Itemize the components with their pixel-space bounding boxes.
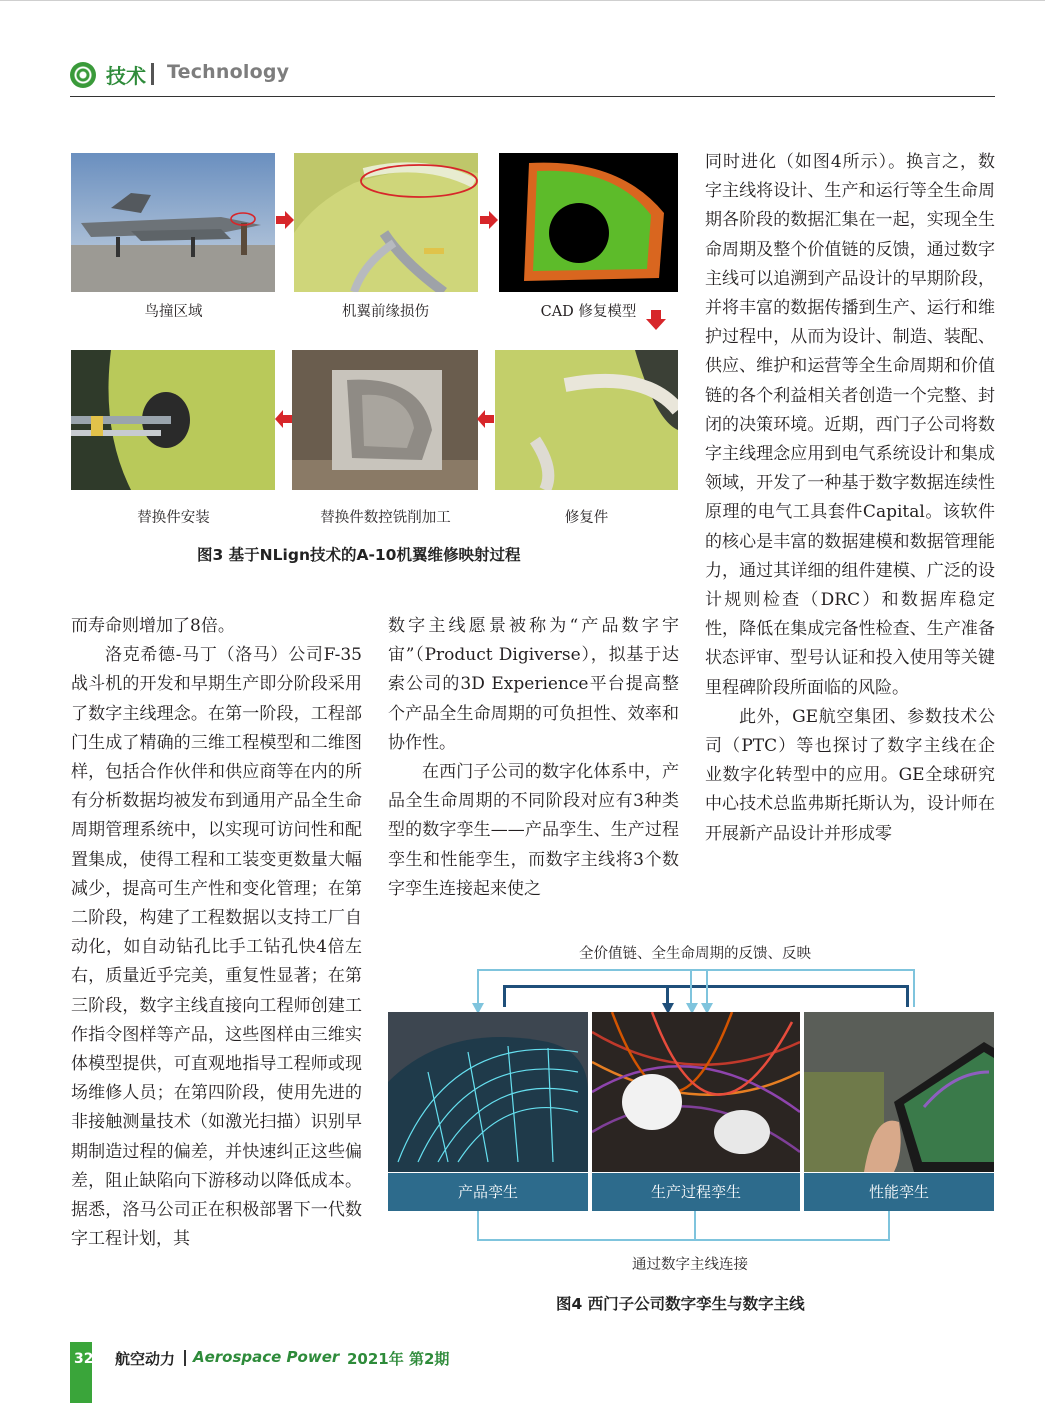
product-twin-wireframe [388,1012,588,1172]
twin-label: 性能孪生 [804,1173,994,1211]
feedback-line-outer [477,969,915,971]
header-divider [151,63,154,85]
aircraft-photo-image [71,153,275,292]
production-twin-image [592,1012,800,1172]
paragraph: 洛克希德-马丁（洛马）公司F-35战斗机的开发和早期生产即分阶段采用了数字主线理念。在第一阶段，工程部门生成了精确的三维工程模型和二维图样，包括合作伙伴和供应商等在内的所有分析数据均被发布到通用产品全生命周期管理系统中，以实现可访问性和配置集成，使得工程和工装变更数量大幅减少，提高可生产性和变化管理；在第二阶段，构建了工程数据以支持工厂自动化，如自动钻孔比手工钻孔快4倍左右，质量近乎完美，重复性显著；在第三阶段，数字主线直接向工程师创建工作指令图样等产品，这些图样由三维实体模型提供，可直观地指导工程师或现场维修人员；在第四阶段，使用先进的非接触测量技术（如激光扫描）识别早期制造过程的偏差，并快速纠正这些偏差，阻止缺陷向下游移动以降低成本。据悉，洛马公司正在积极部署下一代数字工程计划，其 [71,645,362,1250]
column-1 [71,612,362,1254]
wing-damage-photo-image [294,153,478,292]
paragraph: 在西门子公司的数字化体系中，产品全生命周期的不同阶段对应有3种类型的数字孪生——产品孪生、生产过程孪生和性能孪生，而数字主线将3个数字孪生连接起来使之 [388,762,679,899]
page-number: 32 [74,1351,94,1367]
connect-line [477,1239,890,1241]
arrow-right-1-icon [275,210,295,234]
wing-damage-photo [294,153,478,292]
figure3-caption: 图3 基于NLign技术的A-10机翼维修映射过程 [197,546,521,564]
figure3-panel-label: 替换件数控铣削加工 [320,510,451,526]
journal-title-cn: 航空动力 [115,1350,176,1368]
paragraph: 而寿命则增加了8倍。 [71,616,235,636]
arrow-left-2-icon [477,409,495,433]
arrow-left-1-icon [275,409,293,433]
connect-line-drop [888,1211,890,1241]
column-3 [705,148,995,849]
cnc-milling-photo [292,350,478,490]
paragraph: 同时进化（如图4所示）。换言之，数字主线将设计、生产和运行等全生命周期各阶段的数据汇集在一起，实现全生命周期及整个价值链的反馈，通过数字主线可以追溯到产品设计的早期阶段，并将丰富的数据传播到生产、运行和维护过程中，从而为设计、制造、装配、供应、维护和运营等全生命周期和价值链的各个利益相关者创造一个完整、封闭的决策环境。近期，西门子公司将数字主线理念应用到电气系统设计和集成领域，开发了一种基于数字数据连续性原理的电气工具套件Capital。该软件的核心是丰富的数据建模和数据管理能力，通过其详细的组件建模、广泛的设计规则检查（DRC）和数据库稳定性，降低在集成完备性检查、生产准备状态评审、型号认证和投入使用等关键里程碑阶段所面临的风险。 [705,152,995,698]
connect-line-drop [694,1211,696,1241]
section-title-cn: 技术 [106,64,146,88]
feedback-line-drop [913,969,915,1007]
column-2 [388,612,679,904]
twin-label: 生产过程孪生 [592,1173,800,1211]
feedback-line-drop [503,985,506,1007]
figure4-top-label: 全价值链、全生命周期的反馈、反映 [579,946,811,962]
cnc-milling-photo-image [292,350,478,490]
arrow-right-2-icon [479,210,499,234]
top-border [0,0,1045,1]
figure3-panel-label: 机翼前缘损伤 [342,304,429,320]
connect-line-drop [477,1211,479,1241]
journal-title-en: Aerospace Power [193,1348,340,1366]
figure3-panel-label: 修复件 [564,510,609,526]
twin-label: 产品孪生 [388,1173,588,1211]
figure3-panel-label: 替换件安装 [137,510,210,526]
figure4-caption: 图4 西门子公司数字孪生与数字主线 [556,1295,805,1313]
production-twin-wires [592,1012,800,1172]
performance-twin-image [804,1012,994,1172]
product-twin-image [388,1012,588,1172]
cad-model-render [499,153,678,292]
cad-model-image [499,153,678,292]
header-rule [70,96,995,97]
section-logo-icon [70,62,96,88]
repaired-part-photo-image [495,350,678,490]
paragraph: 数字主线愿景被称为“产品数字宇宙”（Product Digiverse），拟基于达索公司的3D Experience平台提高整个产品全生命周期的可负担性、效率和协作性。 [388,616,679,753]
repaired-part-photo [495,350,678,490]
aircraft-photo [71,153,275,292]
feedback-line-drop [906,985,909,1007]
figure3-panel-label: 鸟撞区域 [144,304,203,320]
journal-issue: 2021年 第2期 [347,1350,450,1368]
section-title-en: Technology [167,61,290,83]
figure3-panel-label: CAD 修复模型 [540,304,637,320]
paragraph: 此外，GE航空集团、参数技术公司（PTC）等也探讨了数字主线在企业数字化转型中的应用。GE全球研究中心技术总监弗斯托斯认为，设计师在开展新产品设计并形成零 [705,706,995,844]
part-install-photo [71,350,275,490]
figure4-bottom-label: 通过数字主线连接 [632,1257,748,1273]
footer-divider [184,1350,186,1366]
part-install-photo-image [71,350,275,490]
performance-twin-tablet [804,1012,994,1172]
